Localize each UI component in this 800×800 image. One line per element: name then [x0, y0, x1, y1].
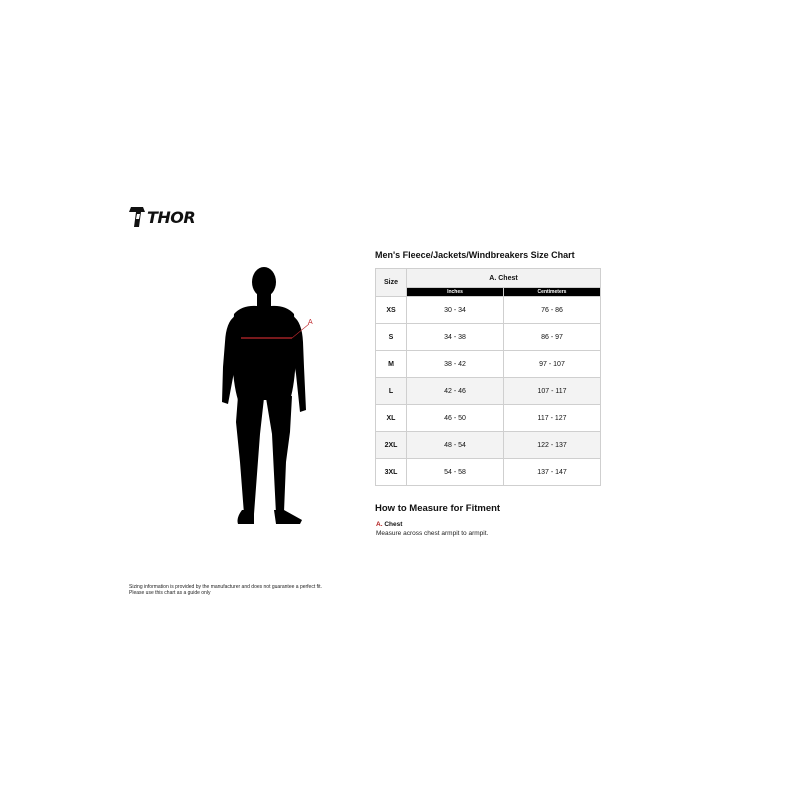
disclaimer-line: Please use this chart as a guide only	[129, 590, 211, 596]
size-cell: 2XL	[376, 432, 407, 459]
chest-measure-label	[376, 521, 402, 528]
centimeters-cell: 107 - 117	[504, 378, 601, 405]
chest-measure-description: Measure across chest armpit to armpit.	[376, 530, 489, 537]
table-row	[376, 405, 601, 432]
size-cell: XL	[376, 405, 407, 432]
size-cell: S	[376, 324, 407, 351]
how-to-measure-title: How to Measure for Fitment	[375, 503, 501, 514]
table-row	[376, 432, 601, 459]
inches-cell: 38 - 42	[407, 351, 504, 378]
size-chart-title: Men's Fleece/Jackets/Windbreakers Size Chart	[375, 250, 575, 260]
inches-cell: 54 - 58	[407, 459, 504, 486]
table-row	[376, 351, 601, 378]
thor-logo	[128, 204, 202, 230]
inches-cell: 46 - 50	[407, 405, 504, 432]
inches-cell: 48 - 54	[407, 432, 504, 459]
measure-letter: A.	[376, 521, 383, 528]
centimeters-cell: 76 - 86	[504, 297, 601, 324]
table-row	[376, 378, 601, 405]
centimeters-column-header: Centimeters	[504, 288, 601, 297]
table-row	[376, 459, 601, 486]
body-silhouette	[212, 262, 322, 532]
size-column-header: Size	[376, 269, 407, 297]
centimeters-cell: 137 - 147	[504, 459, 601, 486]
size-cell: XS	[376, 297, 407, 324]
inches-cell: 30 - 34	[407, 297, 504, 324]
size-chart-table	[375, 268, 601, 486]
inches-column-header: Inches	[407, 288, 504, 297]
centimeters-cell: 117 - 127	[504, 405, 601, 432]
table-row	[376, 297, 601, 324]
helmet-icon	[128, 205, 146, 229]
centimeters-cell: 97 - 107	[504, 351, 601, 378]
measure-name: Chest	[384, 521, 403, 528]
disclaimer-line: Sizing information is provided by the manufacturer and does not guarantee a perfect fit.	[129, 584, 322, 590]
chest-marker-label: A	[308, 319, 313, 326]
size-cell: L	[376, 378, 407, 405]
inches-cell: 34 - 38	[407, 324, 504, 351]
chest-column-header: A. Chest	[407, 269, 601, 288]
brand-name: THOR	[147, 207, 196, 227]
table-row	[376, 324, 601, 351]
size-cell: 3XL	[376, 459, 407, 486]
disclaimer	[129, 584, 322, 596]
centimeters-cell: 86 - 97	[504, 324, 601, 351]
size-cell: M	[376, 351, 407, 378]
centimeters-cell: 122 - 137	[504, 432, 601, 459]
inches-cell: 42 - 46	[407, 378, 504, 405]
